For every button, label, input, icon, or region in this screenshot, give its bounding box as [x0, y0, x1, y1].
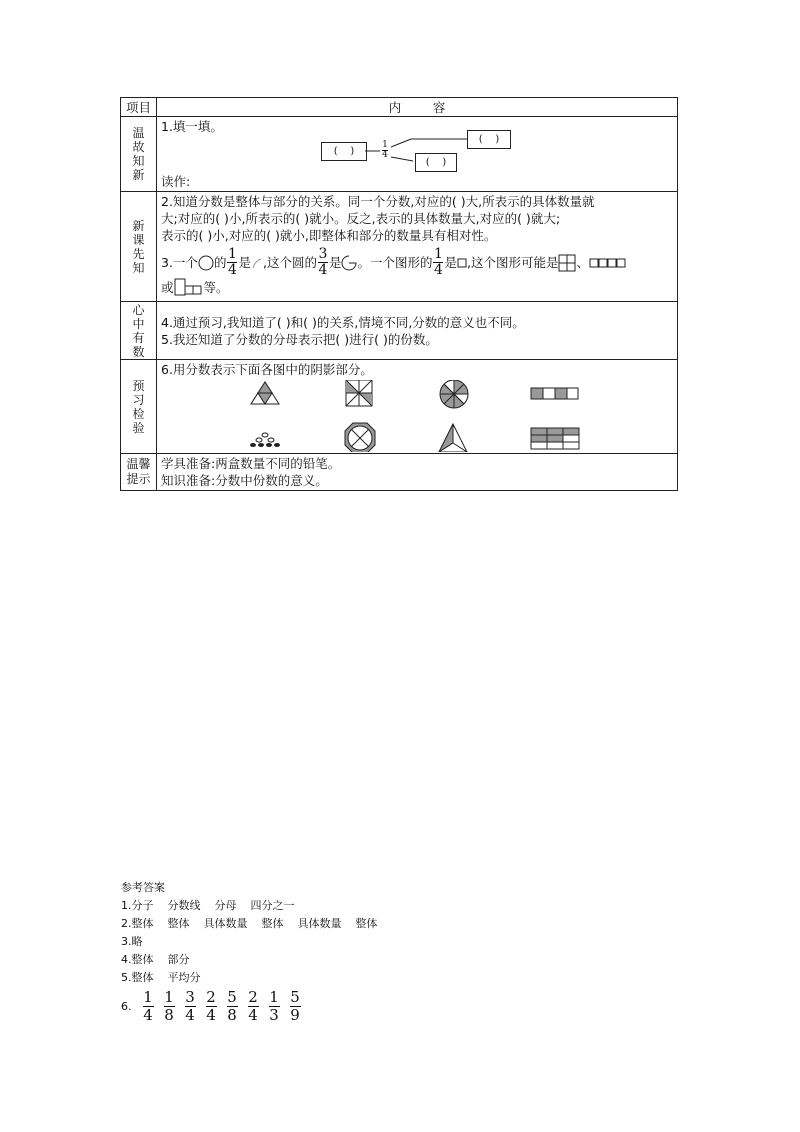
question-1: 1.填一填。 — [161, 119, 223, 134]
fraction-quarter: 1 4 — [382, 140, 388, 160]
mind-content — [157, 302, 678, 360]
tips-content — [157, 454, 678, 491]
tip-1: 学具准备:两盒数量不同的铅笔。 — [161, 456, 341, 471]
answer-6-fraction: $\frac{2}{4}$ — [248, 988, 258, 1024]
three-quarter-circle-icon — [341, 255, 357, 271]
read-as: 读作: — [161, 174, 191, 189]
label-check: 预 习 检 验 — [121, 360, 157, 454]
small-square-icon — [457, 258, 467, 268]
blank-box-top: ( ) — [467, 130, 511, 149]
octagon-figure — [345, 423, 375, 452]
blank-box-bottom: ( ) — [415, 153, 457, 172]
header-item: 项目 — [121, 98, 157, 117]
question-4: 4.通过预习,我知道了( )和( )的关系,情境不同,分数的意义也不同。 — [161, 315, 525, 330]
center-triangle-figure — [439, 424, 467, 452]
label-mind: 心 中 有 数 — [121, 302, 157, 360]
fraction-3: $\frac{1}{4}$ — [434, 246, 443, 278]
answer-5: 5.整体 平均分 — [121, 971, 201, 984]
fraction-1: $\frac{1}{4}$ — [227, 246, 237, 278]
answer-6-fraction: $\frac{5}{8}$ — [227, 988, 237, 1024]
answer-6-fraction: $\frac{1}{4}$ — [143, 988, 153, 1024]
triangle-figure — [251, 382, 279, 404]
blank-box-left: ( ) — [321, 142, 367, 161]
label-review: 温 故 知 新 — [121, 117, 157, 192]
answer-3: 3.略 — [121, 935, 143, 948]
answer-4: 4.整体 部分 — [121, 953, 190, 966]
four-squares-row-icon — [589, 258, 627, 268]
label-newlearn: 新 课 先 知 — [121, 192, 157, 302]
circle-icon — [198, 255, 214, 271]
answer-6-fraction: $\frac{2}{4}$ — [206, 988, 216, 1024]
bar-figure — [531, 388, 578, 399]
grid-square-icon — [558, 254, 576, 272]
l-shape-icon — [174, 278, 204, 296]
header-content: 内 容 — [157, 98, 678, 117]
question-2-line-2: 大;对应的( )小,所表示的( )就小。反之,表示的具体数量大,对应的( )就大; — [161, 211, 561, 226]
answer-6-fraction: $\frac{5}{9}$ — [290, 988, 300, 1024]
fraction-diagram — [161, 135, 673, 169]
answer-2: 2.整体 整体 具体数量 整体 具体数量 整体 — [121, 917, 378, 930]
tip-2: 知识准备:分数中份数的意义。 — [161, 473, 328, 488]
answer-6: 6. $\frac{1}{4}$ $\frac{1}{8}$ $\frac{3}{4}$ $\frac{2}{4}$ $\frac{5}{8}$ $\frac{2}{4}$ $\frac{1}{3}$ $\frac{5}{9}$ — [121, 988, 300, 1024]
quarter-arc-icon — [251, 256, 263, 270]
review-content — [157, 117, 678, 192]
fraction-2: $\frac{3}{4}$ — [318, 246, 328, 278]
question-2-line-1: 2.知道分数是整体与部分的关系。同一个分数,对应的( )大,所表示的具体数量就 — [161, 194, 595, 209]
shaded-figures — [161, 380, 671, 452]
question-2-line-3: 表示的( )小,对应的( )就小,即整体和部分的数量具有相对性。 — [161, 228, 497, 243]
label-tips: 温馨 提示 — [121, 454, 157, 491]
answer-1: 1.分子 分数线 分母 四分之一 — [121, 899, 295, 912]
newlearn-content — [157, 192, 678, 302]
preview-table — [120, 97, 678, 491]
grid-bar-figure — [531, 428, 579, 449]
question-6: 6.用分数表示下面各图中的阴影部分。 — [161, 362, 373, 377]
check-content — [157, 360, 678, 454]
answer-title: 参考答案 — [121, 881, 165, 894]
answer-key — [121, 879, 377, 1024]
dots-figure — [250, 433, 280, 447]
question-5: 5.我还知道了分数的分母表示把( )进行( )的份数。 — [161, 332, 438, 347]
answer-6-fraction: $\frac{3}{4}$ — [185, 988, 195, 1024]
square-figure — [346, 380, 372, 406]
question-3: 3.一个 的 $\frac{1}{4}$ 是 ,这个圆的 $\frac{3}{4}$ 是 。一个图形的 $\frac{1}{4}$ 是 ,这个图形可能是 、 — [161, 247, 673, 278]
answer-6-fraction: $\frac{1}{3}$ — [269, 988, 279, 1024]
circle-figure — [440, 380, 468, 408]
question-3-cont: 或 等。 — [161, 279, 229, 295]
answer-6-fraction: $\frac{1}{8}$ — [164, 988, 174, 1024]
